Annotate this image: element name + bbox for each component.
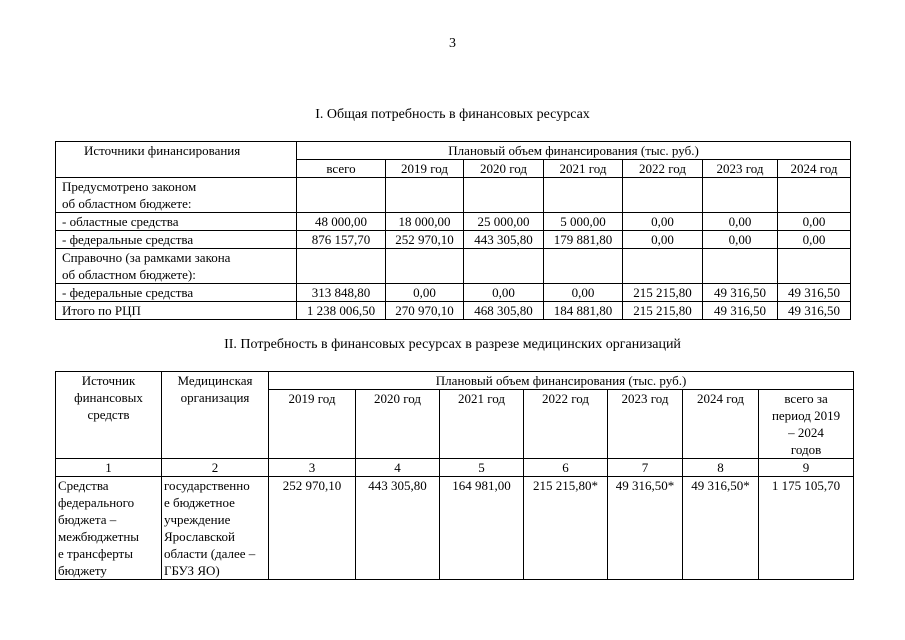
table1-row <box>56 284 851 302</box>
table1-col-header: 2019 год <box>386 160 464 178</box>
table2-row <box>56 477 854 580</box>
table2-col-number: 6 <box>524 459 608 477</box>
table2-cell: 215 215,80* <box>524 477 608 580</box>
table1-cell <box>778 249 851 284</box>
table1-cell: 49 316,50 <box>778 284 851 302</box>
table1-cell: 5 000,00 <box>544 213 623 231</box>
table2-col-number: 8 <box>683 459 759 477</box>
table1-cell: 270 970,10 <box>386 302 464 320</box>
table1-cell: 215 215,80 <box>623 302 703 320</box>
section-1-title: I. Общая потребность в финансовых ресурсах <box>315 107 590 122</box>
table1-header-row-1 <box>56 142 851 160</box>
table1-cell: 0,00 <box>778 231 851 249</box>
table1-planned-header: Плановый объем финансирования (тыс. руб.) <box>297 142 851 160</box>
table1-cell <box>703 249 778 284</box>
table1-cell: 49 316,50 <box>778 302 851 320</box>
table2-year-header: 2023 год <box>608 390 683 459</box>
table1-cell: 49 316,50 <box>703 284 778 302</box>
table1-col-header: 2024 год <box>778 160 851 178</box>
table2-cell: 443 305,80 <box>356 477 440 580</box>
table2-cell: 49 316,50* <box>608 477 683 580</box>
table2-col-number: 1 <box>56 459 162 477</box>
general-financing-table <box>55 141 851 320</box>
table2-year-header: 2022 год <box>524 390 608 459</box>
table1-cell <box>297 249 386 284</box>
table1-cell: 215 215,80 <box>623 284 703 302</box>
table1-cell: 179 881,80 <box>544 231 623 249</box>
medical-org-financing-table <box>55 371 854 580</box>
table1-cell: 25 000,00 <box>464 213 544 231</box>
table1-col-header: 2020 год <box>464 160 544 178</box>
table1-col-header: 2023 год <box>703 160 778 178</box>
table2-source-cell: Средства федерального бюджета – межбюджетны е трансферты бюджету <box>56 477 162 580</box>
table1-cell: 468 305,80 <box>464 302 544 320</box>
table1-cell: 0,00 <box>778 213 851 231</box>
table1-cell <box>464 249 544 284</box>
table2-source-header: Источник финансовых средств <box>56 372 162 459</box>
table1-cell: 0,00 <box>703 213 778 231</box>
table2-total-header: всего за период 2019 – 2024 годов <box>759 390 854 459</box>
table1-col-header: всего <box>297 160 386 178</box>
table2-col-number: 9 <box>759 459 854 477</box>
table2-header-row-1 <box>56 372 854 390</box>
table1-cell: 0,00 <box>464 284 544 302</box>
table2-cell: 1 175 105,70 <box>759 477 854 580</box>
table1-cell <box>386 249 464 284</box>
table1-cell: 1 238 006,50 <box>297 302 386 320</box>
table1-cell <box>297 178 386 213</box>
table2-org-header: Медицинская организация <box>162 372 269 459</box>
table2-col-number: 4 <box>356 459 440 477</box>
table1-cell: 48 000,00 <box>297 213 386 231</box>
table2-org-cell: государственно е бюджетное учреждение Ярославской области (далее – ГБУЗ ЯО) <box>162 477 269 580</box>
table2-col-number: 3 <box>269 459 356 477</box>
table2-year-header: 2019 год <box>269 390 356 459</box>
table2-col-number: 2 <box>162 459 269 477</box>
page-number: 3 <box>449 36 456 51</box>
table2-planned-header: Плановый объем финансирования (тыс. руб.) <box>269 372 854 390</box>
table1-cell <box>544 249 623 284</box>
table2-col-number: 5 <box>440 459 524 477</box>
table2-year-header: 2024 год <box>683 390 759 459</box>
table2-column-numbers-row <box>56 459 854 477</box>
table1-row-label: Итого по РЦП <box>56 302 297 320</box>
table2-col-number: 7 <box>608 459 683 477</box>
table1-cell: 0,00 <box>544 284 623 302</box>
table1-cell: 49 316,50 <box>703 302 778 320</box>
section-2-title: II. Потребность в финансовых ресурсах в разрезе медицинских организаций <box>224 337 681 352</box>
table1-row <box>56 231 851 249</box>
table2-cell: 49 316,50* <box>683 477 759 580</box>
table2-year-header: 2020 год <box>356 390 440 459</box>
table1-cell: 0,00 <box>703 231 778 249</box>
table1-cell: 0,00 <box>623 231 703 249</box>
table1-row <box>56 213 851 231</box>
table1-cell: 443 305,80 <box>464 231 544 249</box>
table2-cell: 252 970,10 <box>269 477 356 580</box>
table1-row <box>56 178 851 213</box>
table1-cell <box>778 178 851 213</box>
table1-col-header: 2021 год <box>544 160 623 178</box>
table1-cell <box>623 249 703 284</box>
table1-cell: 0,00 <box>623 213 703 231</box>
table1-cell: 876 157,70 <box>297 231 386 249</box>
table1-cell <box>623 178 703 213</box>
table1-row-label: Предусмотрено законом об областном бюджете: <box>56 178 297 213</box>
table1-source-header: Источники финансирования <box>56 142 297 178</box>
table2-cell: 164 981,00 <box>440 477 524 580</box>
table1-row-label: Справочно (за рамками закона об областном бюджете): <box>56 249 297 284</box>
table1-cell: 18 000,00 <box>386 213 464 231</box>
table1-cell: 184 881,80 <box>544 302 623 320</box>
table1-total-row <box>56 302 851 320</box>
table1-cell <box>544 178 623 213</box>
table1-row-label: - федеральные средства <box>56 284 297 302</box>
table1-cell: 0,00 <box>386 284 464 302</box>
table1-cell: 313 848,80 <box>297 284 386 302</box>
table2-year-header: 2021 год <box>440 390 524 459</box>
table1-cell <box>464 178 544 213</box>
table1-cell <box>386 178 464 213</box>
table1-row-label: - федеральные средства <box>56 231 297 249</box>
table1-col-header: 2022 год <box>623 160 703 178</box>
table1-cell: 252 970,10 <box>386 231 464 249</box>
table1-cell <box>703 178 778 213</box>
table1-row-label: - областные средства <box>56 213 297 231</box>
table1-row <box>56 249 851 284</box>
